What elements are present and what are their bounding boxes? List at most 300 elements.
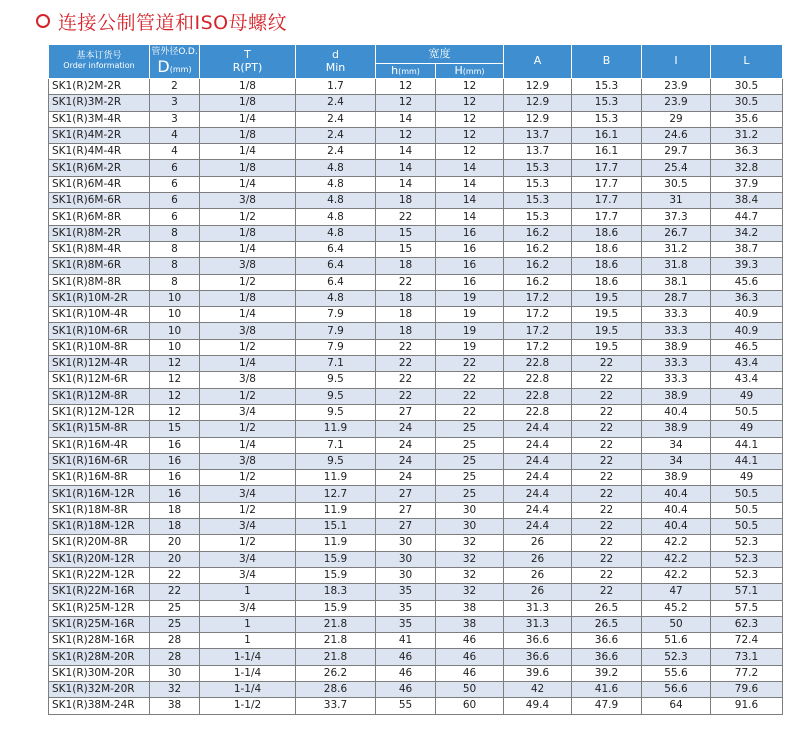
- table-cell: SK1(R)16M-12R: [49, 486, 150, 502]
- table-cell: 16.2: [504, 274, 572, 290]
- table-cell: 22: [572, 356, 642, 372]
- table-cell: SK1(R)8M-8R: [49, 274, 150, 290]
- table-cell: SK1(R)20M-8R: [49, 535, 150, 551]
- table-cell: 34: [642, 453, 711, 469]
- table-cell: 31.2: [711, 127, 783, 143]
- table-cell: 25: [150, 616, 200, 632]
- header-t-unit: R(PT): [232, 60, 263, 74]
- table-cell: 15.3: [504, 193, 572, 209]
- header-od-unit: (mm): [169, 64, 192, 74]
- header-h-big: [436, 64, 504, 79]
- spec-table: [48, 44, 783, 715]
- table-cell: 18.6: [572, 241, 642, 257]
- table-row: [49, 519, 783, 535]
- table-cell: 26: [504, 567, 572, 583]
- table-cell: 32: [436, 535, 504, 551]
- table-cell: 15.3: [504, 176, 572, 192]
- table-cell: 19.5: [572, 323, 642, 339]
- table-cell: 20: [150, 551, 200, 567]
- table-cell: 3/8: [200, 453, 296, 469]
- table-cell: 36.6: [504, 649, 572, 665]
- table-cell: 43.4: [711, 356, 783, 372]
- table-cell: 15.9: [296, 567, 376, 583]
- table-cell: SK1(R)25M-12R: [49, 600, 150, 616]
- table-row: [49, 372, 783, 388]
- table-cell: 22: [572, 519, 642, 535]
- table-cell: 4.8: [296, 176, 376, 192]
- table-cell: 30.5: [711, 95, 783, 111]
- table-cell: 22: [572, 437, 642, 453]
- table-cell: 38.1: [642, 274, 711, 290]
- table-row: [49, 470, 783, 486]
- table-cell: 12: [150, 372, 200, 388]
- table-row: [49, 421, 783, 437]
- table-cell: 17.7: [572, 160, 642, 176]
- table-cell: 55.6: [642, 665, 711, 681]
- table-cell: 3: [150, 111, 200, 127]
- table-cell: 32: [436, 551, 504, 567]
- table-cell: 16.1: [572, 127, 642, 143]
- table-cell: 12: [436, 111, 504, 127]
- table-cell: 38: [436, 600, 504, 616]
- table-cell: 30.5: [711, 79, 783, 95]
- table-cell: 1-1/2: [200, 698, 296, 714]
- header-h-big-unit: (mm): [462, 66, 485, 76]
- table-cell: 26.7: [642, 225, 711, 241]
- table-cell: 18.6: [572, 274, 642, 290]
- table-cell: SK1(R)6M-6R: [49, 193, 150, 209]
- table-cell: 22: [376, 356, 436, 372]
- table-row: [49, 600, 783, 616]
- table-cell: 35: [376, 616, 436, 632]
- table-cell: 1/8: [200, 160, 296, 176]
- table-cell: 15.3: [504, 160, 572, 176]
- table-cell: 64: [642, 698, 711, 714]
- table-cell: 15.3: [572, 95, 642, 111]
- table-cell: 1.7: [296, 79, 376, 95]
- header-h-small: [376, 64, 436, 79]
- table-cell: 47: [642, 584, 711, 600]
- table-cell: 15.9: [296, 600, 376, 616]
- table-cell: 37.9: [711, 176, 783, 192]
- table-row: [49, 95, 783, 111]
- table-cell: 19.5: [572, 339, 642, 355]
- table-cell: 31.8: [642, 258, 711, 274]
- table-cell: 22: [572, 502, 642, 518]
- table-cell: SK1(R)18M-12R: [49, 519, 150, 535]
- table-row: [49, 551, 783, 567]
- table-cell: 22: [376, 274, 436, 290]
- table-cell: 52.3: [711, 551, 783, 567]
- table-cell: SK1(R)25M-16R: [49, 616, 150, 632]
- table-cell: 45.6: [711, 274, 783, 290]
- table-cell: 30: [376, 551, 436, 567]
- table-cell: 2.4: [296, 144, 376, 160]
- table-cell: 22: [436, 388, 504, 404]
- table-cell: 42.2: [642, 551, 711, 567]
- table-cell: 2.4: [296, 95, 376, 111]
- table-cell: 40.4: [642, 502, 711, 518]
- table-cell: 22: [376, 339, 436, 355]
- table-cell: 19.5: [572, 290, 642, 306]
- table-cell: 9.5: [296, 453, 376, 469]
- table-cell: SK1(R)8M-4R: [49, 241, 150, 257]
- table-cell: 1/4: [200, 307, 296, 323]
- table-cell: 1/4: [200, 176, 296, 192]
- table-row: [49, 144, 783, 160]
- table-cell: 1/4: [200, 241, 296, 257]
- table-cell: 24.4: [504, 437, 572, 453]
- table-cell: 50.5: [711, 404, 783, 420]
- table-row: [49, 404, 783, 420]
- table-row: [49, 633, 783, 649]
- table-cell: 56.6: [642, 681, 711, 697]
- table-cell: 12: [150, 388, 200, 404]
- table-cell: 38.7: [711, 241, 783, 257]
- table-row: [49, 339, 783, 355]
- table-cell: 44.7: [711, 209, 783, 225]
- circle-bullet-icon: [36, 14, 50, 28]
- header-h-big-sym: H: [454, 63, 463, 77]
- table-cell: 28: [150, 649, 200, 665]
- table-cell: 25: [150, 600, 200, 616]
- table-cell: 46: [436, 665, 504, 681]
- table-cell: 22.8: [504, 356, 572, 372]
- table-cell: SK1(R)6M-4R: [49, 176, 150, 192]
- table-cell: 46: [436, 633, 504, 649]
- page-title: 连接公制管道和ISO母螺纹: [58, 11, 288, 34]
- table-cell: 47.9: [572, 698, 642, 714]
- table-cell: 7.9: [296, 307, 376, 323]
- table-cell: 18: [376, 290, 436, 306]
- table-row: [49, 323, 783, 339]
- table-cell: 16.2: [504, 258, 572, 274]
- table-cell: 45.2: [642, 600, 711, 616]
- table-cell: 16: [150, 470, 200, 486]
- table-cell: 15.3: [572, 111, 642, 127]
- table-row: [49, 79, 783, 95]
- table-cell: 32: [436, 584, 504, 600]
- table-cell: SK1(R)16M-6R: [49, 453, 150, 469]
- table-cell: 52.3: [711, 567, 783, 583]
- table-cell: 22: [572, 551, 642, 567]
- table-cell: 38.4: [711, 193, 783, 209]
- header-t-sym: T: [244, 48, 251, 62]
- table-cell: 12.9: [504, 111, 572, 127]
- table-cell: 7.1: [296, 356, 376, 372]
- header-od-sym: D: [157, 56, 170, 76]
- table-cell: 72.4: [711, 633, 783, 649]
- table-cell: 26.5: [572, 600, 642, 616]
- table-cell: 10: [150, 339, 200, 355]
- table-cell: 1: [200, 584, 296, 600]
- table-cell: 10: [150, 290, 200, 306]
- header-h-small-unit: (mm): [398, 66, 420, 76]
- table-cell: 9.5: [296, 372, 376, 388]
- table-cell: 30: [376, 535, 436, 551]
- table-cell: 28.7: [642, 290, 711, 306]
- table-cell: 13.7: [504, 144, 572, 160]
- table-cell: 12.9: [504, 95, 572, 111]
- table-cell: 18: [376, 307, 436, 323]
- table-cell: 22.8: [504, 404, 572, 420]
- table-cell: 31: [642, 193, 711, 209]
- table-cell: 25: [436, 453, 504, 469]
- table-cell: 30: [436, 519, 504, 535]
- table-cell: 22: [572, 584, 642, 600]
- table-cell: 49.4: [504, 698, 572, 714]
- table-cell: SK1(R)20M-12R: [49, 551, 150, 567]
- table-cell: 11.9: [296, 470, 376, 486]
- table-cell: 22: [436, 372, 504, 388]
- table-cell: 1/8: [200, 290, 296, 306]
- table-cell: 20: [150, 535, 200, 551]
- table-cell: 57.5: [711, 600, 783, 616]
- table-cell: 3/8: [200, 323, 296, 339]
- table-cell: 22: [572, 486, 642, 502]
- table-cell: 30: [150, 665, 200, 681]
- table-cell: SK1(R)15M-8R: [49, 421, 150, 437]
- table-cell: 22.8: [504, 388, 572, 404]
- table-row: [49, 453, 783, 469]
- table-cell: 31.3: [504, 616, 572, 632]
- table-cell: 16: [436, 258, 504, 274]
- table-cell: 1/8: [200, 79, 296, 95]
- table-cell: 1/4: [200, 111, 296, 127]
- table-cell: 22: [572, 470, 642, 486]
- table-cell: 35: [376, 584, 436, 600]
- table-cell: SK1(R)22M-16R: [49, 584, 150, 600]
- table-cell: 7.9: [296, 339, 376, 355]
- title-bar: [36, 8, 287, 34]
- table-cell: 19: [436, 323, 504, 339]
- table-cell: 12: [376, 95, 436, 111]
- table-cell: 42: [504, 681, 572, 697]
- table-cell: SK1(R)10M-2R: [49, 290, 150, 306]
- table-cell: 16.2: [504, 241, 572, 257]
- table-row: [49, 698, 783, 714]
- table-cell: 12.9: [504, 79, 572, 95]
- table-cell: 8: [150, 274, 200, 290]
- table-cell: 40.4: [642, 486, 711, 502]
- table-cell: 42.2: [642, 567, 711, 583]
- table-cell: 15.3: [572, 79, 642, 95]
- table-cell: 1-1/4: [200, 665, 296, 681]
- table-cell: 30: [376, 567, 436, 583]
- table-cell: 22: [572, 388, 642, 404]
- table-cell: 22: [376, 209, 436, 225]
- table-row: [49, 225, 783, 241]
- table-cell: 35.6: [711, 111, 783, 127]
- table-cell: 26: [504, 584, 572, 600]
- table-cell: 8: [150, 258, 200, 274]
- table-cell: 4.8: [296, 193, 376, 209]
- table-cell: 1: [200, 616, 296, 632]
- table-cell: 7.1: [296, 437, 376, 453]
- table-cell: 38.9: [642, 388, 711, 404]
- table-cell: 1/8: [200, 127, 296, 143]
- table-cell: SK1(R)6M-2R: [49, 160, 150, 176]
- table-cell: 25: [436, 437, 504, 453]
- table-cell: 40.4: [642, 519, 711, 535]
- table-cell: 4.8: [296, 225, 376, 241]
- header-b: B: [572, 45, 642, 79]
- table-cell: 27: [376, 519, 436, 535]
- table-cell: 28: [150, 633, 200, 649]
- table-cell: 10: [150, 307, 200, 323]
- table-cell: 32: [150, 681, 200, 697]
- table-cell: 8: [150, 225, 200, 241]
- table-cell: 36.6: [572, 649, 642, 665]
- table-cell: 4: [150, 144, 200, 160]
- table-cell: 40.9: [711, 323, 783, 339]
- table-cell: SK1(R)30M-20R: [49, 665, 150, 681]
- table-cell: 24: [376, 421, 436, 437]
- table-cell: 17.7: [572, 193, 642, 209]
- table-cell: 3/8: [200, 258, 296, 274]
- header-d-unit: Min: [325, 60, 346, 74]
- table-cell: 18.6: [572, 225, 642, 241]
- table-cell: 17.2: [504, 307, 572, 323]
- table-row: [49, 274, 783, 290]
- table-cell: 1/2: [200, 274, 296, 290]
- table-cell: 16: [150, 486, 200, 502]
- table-cell: 55: [376, 698, 436, 714]
- table-row: [49, 486, 783, 502]
- table-cell: SK1(R)28M-16R: [49, 633, 150, 649]
- table-cell: 38.9: [642, 339, 711, 355]
- table-cell: 24.4: [504, 519, 572, 535]
- table-row: [49, 176, 783, 192]
- table-cell: 36.3: [711, 290, 783, 306]
- table-cell: 12: [376, 127, 436, 143]
- table-cell: 22: [436, 404, 504, 420]
- table-row: [49, 356, 783, 372]
- table-cell: 6.4: [296, 241, 376, 257]
- table-cell: 6: [150, 193, 200, 209]
- table-cell: 15.9: [296, 551, 376, 567]
- table-cell: SK1(R)12M-6R: [49, 372, 150, 388]
- table-cell: 12: [376, 79, 436, 95]
- table-cell: 26.5: [572, 616, 642, 632]
- table-cell: 52.3: [711, 535, 783, 551]
- table-cell: 17.7: [572, 176, 642, 192]
- table-cell: 19.5: [572, 307, 642, 323]
- table-cell: 6: [150, 160, 200, 176]
- header-od: [150, 45, 200, 79]
- table-cell: 1/4: [200, 437, 296, 453]
- table-cell: SK1(R)6M-8R: [49, 209, 150, 225]
- table-cell: 30.5: [642, 176, 711, 192]
- table-cell: SK1(R)38M-24R: [49, 698, 150, 714]
- table-cell: 18: [376, 323, 436, 339]
- table-cell: 1/2: [200, 421, 296, 437]
- table-cell: 24.4: [504, 502, 572, 518]
- table-cell: 4.8: [296, 160, 376, 176]
- table-cell: SK1(R)8M-2R: [49, 225, 150, 241]
- table-cell: 22: [572, 404, 642, 420]
- table-cell: 1/4: [200, 356, 296, 372]
- table-cell: 1/8: [200, 95, 296, 111]
- table-cell: 36.6: [572, 633, 642, 649]
- table-cell: 16: [150, 453, 200, 469]
- table-row: [49, 649, 783, 665]
- table-cell: 25: [436, 486, 504, 502]
- table-cell: 8: [150, 241, 200, 257]
- table-cell: 16: [436, 225, 504, 241]
- table-cell: 46.5: [711, 339, 783, 355]
- table-cell: 26: [504, 535, 572, 551]
- table-row: [49, 567, 783, 583]
- table-cell: 1-1/4: [200, 681, 296, 697]
- table-cell: 22: [572, 421, 642, 437]
- table-cell: 24.4: [504, 453, 572, 469]
- table-cell: 18.6: [572, 258, 642, 274]
- table-row: [49, 160, 783, 176]
- table-cell: 18: [150, 502, 200, 518]
- table-cell: 17.7: [572, 209, 642, 225]
- table-cell: 38: [150, 698, 200, 714]
- table-cell: 1/2: [200, 339, 296, 355]
- table-cell: 37.3: [642, 209, 711, 225]
- table-cell: SK1(R)4M-4R: [49, 144, 150, 160]
- table-cell: 33.3: [642, 356, 711, 372]
- table-cell: 1-1/4: [200, 649, 296, 665]
- table-cell: 17.2: [504, 339, 572, 355]
- table-cell: 15: [376, 241, 436, 257]
- table-cell: 33.3: [642, 323, 711, 339]
- table-cell: 33.3: [642, 372, 711, 388]
- table-cell: 11.9: [296, 421, 376, 437]
- table-cell: 26.2: [296, 665, 376, 681]
- table-cell: 62.3: [711, 616, 783, 632]
- table-cell: SK1(R)16M-4R: [49, 437, 150, 453]
- table-cell: 17.2: [504, 323, 572, 339]
- table-cell: 41.6: [572, 681, 642, 697]
- table-cell: 51.6: [642, 633, 711, 649]
- table-cell: 12: [436, 79, 504, 95]
- table-cell: 9.5: [296, 388, 376, 404]
- table-cell: 22: [572, 453, 642, 469]
- header-h-small-sym: h: [391, 63, 399, 77]
- table-cell: 6: [150, 176, 200, 192]
- table-cell: 44.1: [711, 453, 783, 469]
- table-cell: 60: [436, 698, 504, 714]
- table-cell: 3/4: [200, 404, 296, 420]
- table-cell: 2: [150, 79, 200, 95]
- table-cell: SK1(R)10M-4R: [49, 307, 150, 323]
- table-cell: 52.3: [642, 649, 711, 665]
- table-cell: 19: [436, 290, 504, 306]
- table-cell: 1/8: [200, 225, 296, 241]
- table-cell: 50: [642, 616, 711, 632]
- table-cell: 44.1: [711, 437, 783, 453]
- table-cell: 24: [376, 470, 436, 486]
- table-cell: 21.8: [296, 633, 376, 649]
- table-cell: 14: [376, 160, 436, 176]
- table-cell: 19: [436, 307, 504, 323]
- table-cell: 29: [642, 111, 711, 127]
- table-cell: 15.3: [504, 209, 572, 225]
- table-cell: 73.1: [711, 649, 783, 665]
- table-cell: SK1(R)22M-12R: [49, 567, 150, 583]
- table-cell: 91.6: [711, 698, 783, 714]
- table-cell: 25: [436, 421, 504, 437]
- header-order-cn: 基本订货号: [76, 51, 122, 62]
- table-cell: 1: [200, 633, 296, 649]
- table-row: [49, 665, 783, 681]
- table-cell: 49: [711, 388, 783, 404]
